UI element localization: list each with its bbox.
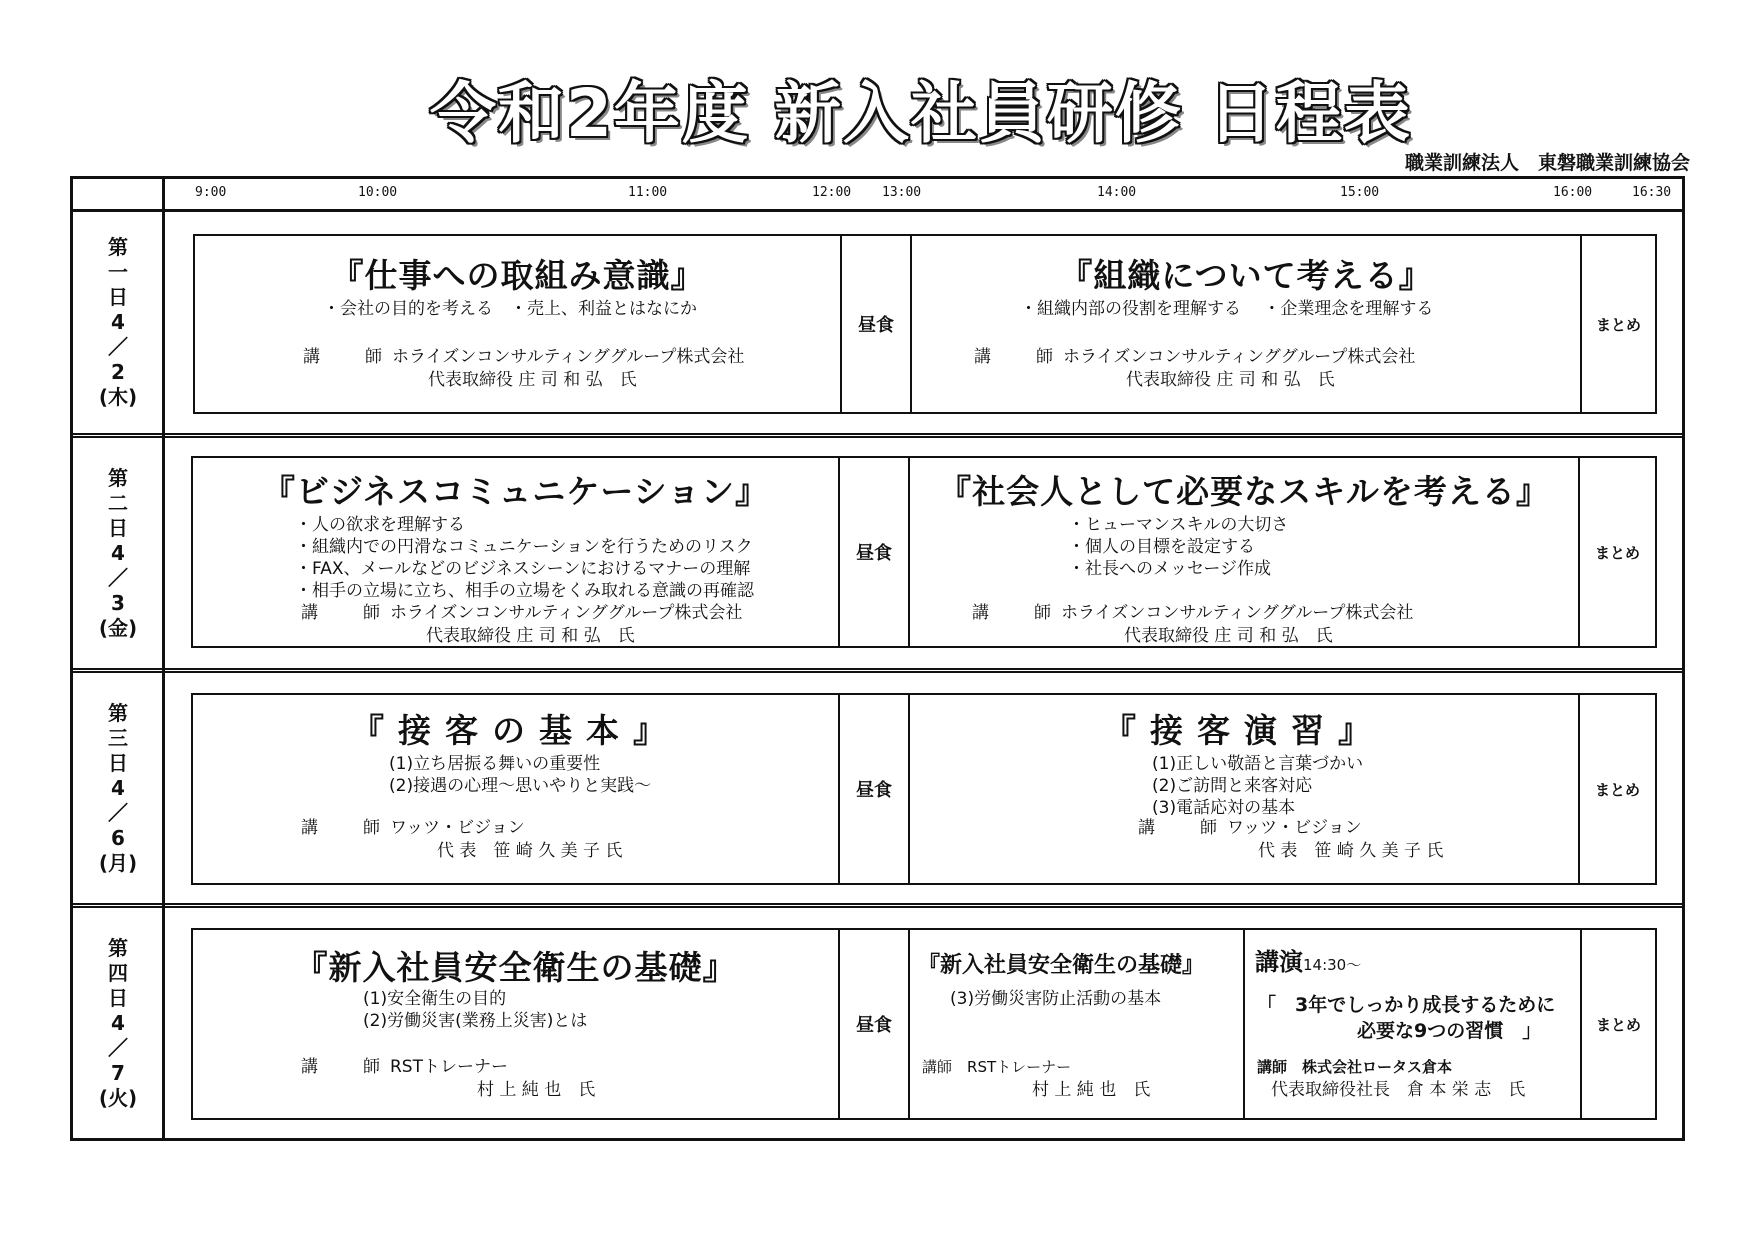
lecturer: 講師 RSTトレーナー 村 上 純 也 氏	[922, 1058, 1151, 1100]
session-points: ・組織内部の役割を理解する ・企業理念を理解する	[1020, 299, 1434, 319]
time-tick: 11:00	[628, 185, 668, 200]
session-title: 『接客演習』	[1103, 711, 1385, 750]
time-tick: 13:00	[882, 185, 922, 200]
wrapup-cell: まとめ	[1580, 930, 1655, 1118]
time-tick: 15:00	[1340, 185, 1380, 200]
session-title: 『新入社員安全衛生の基礎』	[918, 953, 1205, 978]
lecturer: 講師 株式会社ロータス倉本 代表取締役社長 倉 本 栄 志 氏	[1257, 1058, 1526, 1100]
session-card	[191, 928, 1657, 1120]
session-card	[191, 693, 1657, 885]
lecturer: 講 師 RSTトレーナー 村 上 純 也 氏	[301, 1057, 596, 1100]
morning-session	[193, 695, 838, 883]
lecture-session	[1243, 930, 1580, 1118]
lunch-cell: 昼食	[838, 930, 908, 1118]
page-title: 令和2年度 新入社員研修 日程表	[430, 75, 1412, 152]
time-header	[70, 176, 1685, 212]
day-label: 第 一 日 4 ／ 2 (木)	[98, 235, 138, 409]
lunch-cell: 昼食	[838, 458, 908, 646]
wrapup-cell: まとめ	[1580, 236, 1655, 412]
session-points: (3)労働災害防止活動の基本	[950, 989, 1162, 1009]
day-row	[73, 673, 1682, 903]
session-points: (1)安全衛生の目的 (2)労働災害(業務上災害)とは	[363, 989, 588, 1031]
lunch-cell: 昼食	[838, 695, 908, 883]
lunch-cell: 昼食	[840, 236, 910, 412]
lecturer: 講 師 ホライズンコンサルティンググループ株式会社 代表取締役 庄 司 和 弘 氏	[303, 347, 745, 390]
lecturer: 講 師 ワッツ・ビジョン 代 表 笹 崎 久 美 子 氏	[301, 818, 623, 861]
time-tick: 14:00	[1097, 185, 1137, 200]
session-points: ・ヒューマンスキルの大切さ ・個人の目標を設定する ・社長へのメッセージ作成	[1068, 515, 1289, 579]
session-card	[191, 456, 1657, 648]
lecturer: 講 師 ワッツ・ビジョン 代 表 笹 崎 久 美 子 氏	[1138, 818, 1444, 861]
session-points: ・人の欲求を理解する ・組織内での円滑なコミュニケーションを行うためのリスク ・FAX、メールなどのビジネスシーンにおけるマナーの理解 ・相手の立場に立ち、相手の立場をくみ取れる意識の再確認	[295, 515, 754, 601]
afternoon-session	[910, 236, 1580, 412]
session-title: 『新入社員安全衛生の基礎』	[294, 948, 737, 987]
lecturer: 講 師 ホライズンコンサルティンググループ株式会社 代表取締役 庄 司 和 弘 氏	[974, 347, 1416, 390]
morning-session	[195, 236, 840, 412]
session-points: (1)正しい敬語と言葉づかい (2)ご訪問と来客対応 (3)電話応対の基本	[1152, 754, 1364, 818]
lecture-heading: 講演14:30～	[1255, 948, 1362, 976]
time-tick: 12:00	[812, 185, 852, 200]
wrapup-cell: まとめ	[1578, 458, 1655, 646]
day-label: 第 二 日 4 ／ 3 (金)	[98, 465, 138, 640]
time-tick: 10:00	[358, 185, 398, 200]
lecturer: 講 師 ホライズンコンサルティンググループ株式会社 代表取締役 庄 司 和 弘 氏	[301, 603, 743, 646]
organization-name: 職業訓練法人 東磐職業訓練協会	[1404, 152, 1690, 174]
morning-session	[193, 930, 838, 1118]
session-card	[193, 234, 1657, 414]
time-tick: 16:30	[1632, 185, 1672, 200]
session-title: 『接客の基本』	[351, 711, 680, 750]
wrapup-cell: まとめ	[1578, 695, 1655, 883]
afternoon-session	[908, 695, 1578, 883]
session-points: ・会社の目的を考える ・売上、利益とはなにか	[323, 299, 697, 319]
day-label: 第 四 日 4 ／ 7 (火)	[98, 935, 138, 1110]
time-tick: 16:00	[1553, 185, 1593, 200]
lecture-title: 「 3年でしっかり成長するために 必要な9つの習慣 」	[1257, 994, 1556, 1042]
lecturer: 講 師 ホライズンコンサルティンググループ株式会社 代表取締役 庄 司 和 弘 氏	[972, 603, 1414, 646]
day-row	[73, 438, 1682, 668]
session-title: 『仕事への取組み意識』	[330, 256, 705, 295]
day-row	[73, 212, 1682, 433]
session-title: 『社会人として必要なスキルを考える』	[938, 472, 1550, 511]
day-row	[73, 908, 1682, 1138]
session-points: (1)立ち居振る舞いの重要性 (2)接遇の心理～思いやりと実践～	[389, 754, 652, 796]
afternoon-session	[908, 458, 1578, 646]
session-title: 『ビジネスコミュニケーション』	[261, 472, 770, 511]
morning-session	[193, 458, 838, 646]
day-label: 第 三 日 4 ／ 6 (月)	[98, 700, 138, 875]
time-tick: 9:00	[195, 185, 227, 200]
session-title: 『組織について考える』	[1059, 256, 1433, 295]
afternoon-session	[908, 930, 1243, 1118]
